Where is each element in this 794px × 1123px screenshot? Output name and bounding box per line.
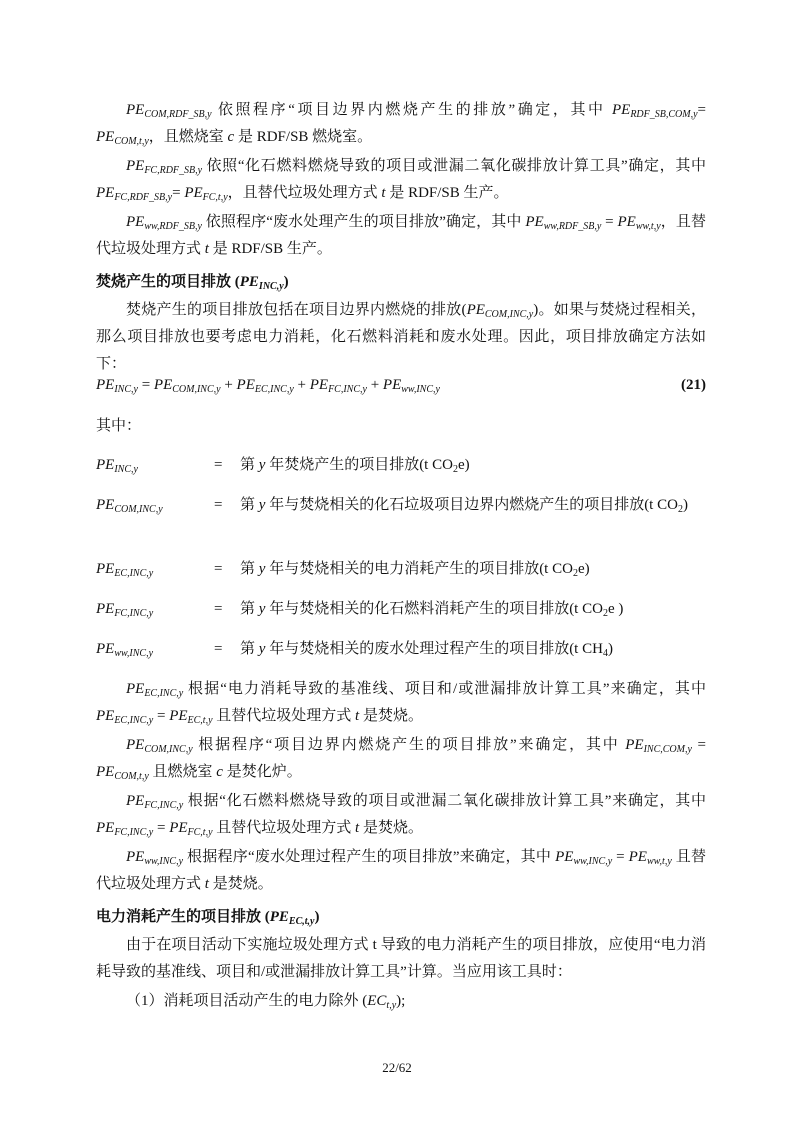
paragraph-pe-ww-inc: $PE_{ww,INC,y}$ 根据程序“废水处理过程产生的项目排放”来确定，其中 $PE_{ww,INC,y} = PE_{ww,t,y}$ 且替代垃圾处理方式 t 是焚烧。	[96, 849, 706, 892]
equation-number: (21)	[681, 377, 706, 393]
equation-21	[96, 377, 706, 403]
equation-expression: $PE_{INC,y} = PE_{COM,INC,y} + PE_{EC,INC,y} + PE_{FC,INC,y} + PE_{ww,INC,y}$	[96, 377, 440, 395]
page-number: 22/62	[382, 1060, 412, 1075]
paragraph-pe-ec-inc: $PE_{EC,INC,y}$ 根据“电力消耗导致的基准线、项目和/或泄漏排放计算工具”来确定，其中 $PE_{EC,INC,y} = PE_{EC,t,y}$ 且替代垃圾处理方式 t 是焚烧。	[96, 681, 706, 726]
where-label: 其中：	[96, 418, 142, 434]
paragraph-pe-fc-inc: $PE_{FC,INC,y}$ 根据“化石燃料燃烧导致的项目或泄漏二氧化碳排放计算工具”来确定，其中 $PE_{FC,INC,y} = PE_{FC,t,y}$ 且替代垃圾处理方式 t 是焚烧。	[96, 793, 706, 838]
list-item-1: （1）消耗项目活动产生的电力除外 $(EC_{t,y})$;	[126, 993, 406, 1011]
paragraph-pe-fc-rdf: $PE_{FC,RDF\_SB,y}$ 依照“化石燃料燃烧导致的项目或泄漏二氧化碳排放计算工具”确定，其中 $PE_{FC,RDF\_SB,y}= PE_{FC,t,y}$，且替代垃圾处理方式 t 是 RDF/SB 生产。	[96, 158, 706, 203]
paragraph-electricity-intro: 由于在项目活动下实施垃圾处理方式 t 导致的电力消耗产生的项目排放，应使用“电力消耗导致的基准线、项目和/或泄漏排放计算工具”计算。当应用该工具时：	[96, 937, 706, 980]
section-heading-incineration: 焚烧产生的项目排放 $(PE_{INC,y})$	[96, 274, 289, 292]
document-page: $PE_{COM,RDF\_SB,y}$ 依照程序“项目边界内燃烧产生的排放”确定，其中 $PE_{RDF\_SB,COM,y}= PE_{COM,t,y}$，且燃烧室 c 是 RDF/SB 燃烧室。 $PE_{FC,RDF\_SB,y}$ 依照“化石燃料燃烧导致的项目或泄漏二氧化碳排放计算工具”确定，其中 $PE_{FC,RDF\_SB,y}= PE_{FC,t,y}$，且替代垃圾处理方式 t 是 RDF/SB 生产。 $PE_{ww,RDF\_SB,y}$ 依照程序“废水处理产生的项目排放”确定，其中 $PE_{ww,RDF\_SB,y} = PE_{ww,t,y}$，且替代垃圾处理方式 t 是 RDF/SB 生产。 焚烧产生的项目排放 $(PE_{INC,y})$ 焚烧产生的项目排放包括在项目边界内燃烧的排放$(PE_{COM,INC,y})$。如果与焚烧过程相关，那么项目排放也要考虑电力消耗，化石燃料消耗和废水处理。因此，项目排放确定方法如下： $PE_{INC,y} = PE_{COM,INC,y} + PE_{EC,INC,y} + PE_{FC,INC,y} + PE_{ww,INC,y}$ (21) 其中： $PE_{INC,y}$ = 第 y 年焚烧产生的项目排放(t $CO_2e$) $PE_{COM,INC,y}$ = 第 y 年与焚烧相关的化石垃圾项目边界内燃烧产生的项目排放(t $CO_2$) $PE_{EC,INC,y}$ = 第 y 年与焚烧相关的电力消耗产生的项目排放(t $CO_2e$) $PE_{FC,INC,y}$ = 第 y 年与焚烧相关的化石燃料消耗产生的项目排放(t $CO_2e$ ) $PE_{ww,INC,y}$ = 第 y 年与焚烧相关的废水处理过程产生的项目排放(t $CH_4$) $PE_{EC,INC,y}$ 根据“电力消耗导致的基准线、项目和/或泄漏排放计算工具”来确定，其中 $PE_{EC,INC,y} = PE_{EC,t,y}$ 且替代垃圾处理方式 t 是焚烧。 $PE_{COM,INC,y}$ 根据程序“项目边界内燃烧产生的项目排放”来确定，其中 $PE_{INC,COM,y} = PE_{COM,t,y}$ 且燃烧室 c 是焚化炉。 $PE_{FC,INC,y}$ 根据“化石燃料燃烧导致的项目或泄漏二氧化碳排放计算工具”来确定，其中 $PE_{FC,INC,y} = PE_{FC,t,y}$ 且替代垃圾处理方式 t 是焚烧。 $PE_{ww,INC,y}$ 根据程序“废水处理过程产生的项目排放”来确定，其中 $PE_{ww,INC,y} = PE_{ww,t,y}$ 且替代垃圾处理方式 t 是焚烧。 电力消耗产生的项目排放 $(PE_{EC,t,y})$ 由于在项目活动下实施垃圾处理方式 t 导致的电力消耗产生的项目排放，应使用“电力消耗导致的基准线、项目和/或泄漏排放计算工具”计算。当应用该工具时： （1）消耗项目活动产生的电力除外 $(EC_{t,y})$; 22/62	[0, 0, 794, 1123]
paragraph-pe-com-rdf: $PE_{COM,RDF\_SB,y}$ 依照程序“项目边界内燃烧产生的排放”确定，其中 $PE_{RDF\_SB,COM,y}= PE_{COM,t,y}$，且燃烧室 c 是 RDF/SB 燃烧室。	[96, 102, 706, 147]
paragraph-pe-com-inc: $PE_{COM,INC,y}$ 根据程序“项目边界内燃烧产生的项目排放”来确定，其中 $PE_{INC,COM,y} = PE_{COM,t,y}$ 且燃烧室 c 是焚化炉。	[96, 737, 706, 782]
paragraph-incineration-intro: 焚烧产生的项目排放包括在项目边界内燃烧的排放$(PE_{COM,INC,y})$。如果与焚烧过程相关，那么项目排放也要考虑电力消耗，化石燃料消耗和废水处理。因此，项目排放确定方法如下：	[96, 302, 707, 372]
paragraph-pe-ww-rdf: $PE_{ww,RDF\_SB,y}$ 依照程序“废水处理产生的项目排放”确定，其中 $PE_{ww,RDF\_SB,y} = PE_{ww,t,y}$，且替代垃圾处理方式 t 是 RDF/SB 生产。	[96, 214, 706, 257]
section-heading-electricity: 电力消耗产生的项目排放 $(PE_{EC,t,y})$	[96, 909, 320, 927]
